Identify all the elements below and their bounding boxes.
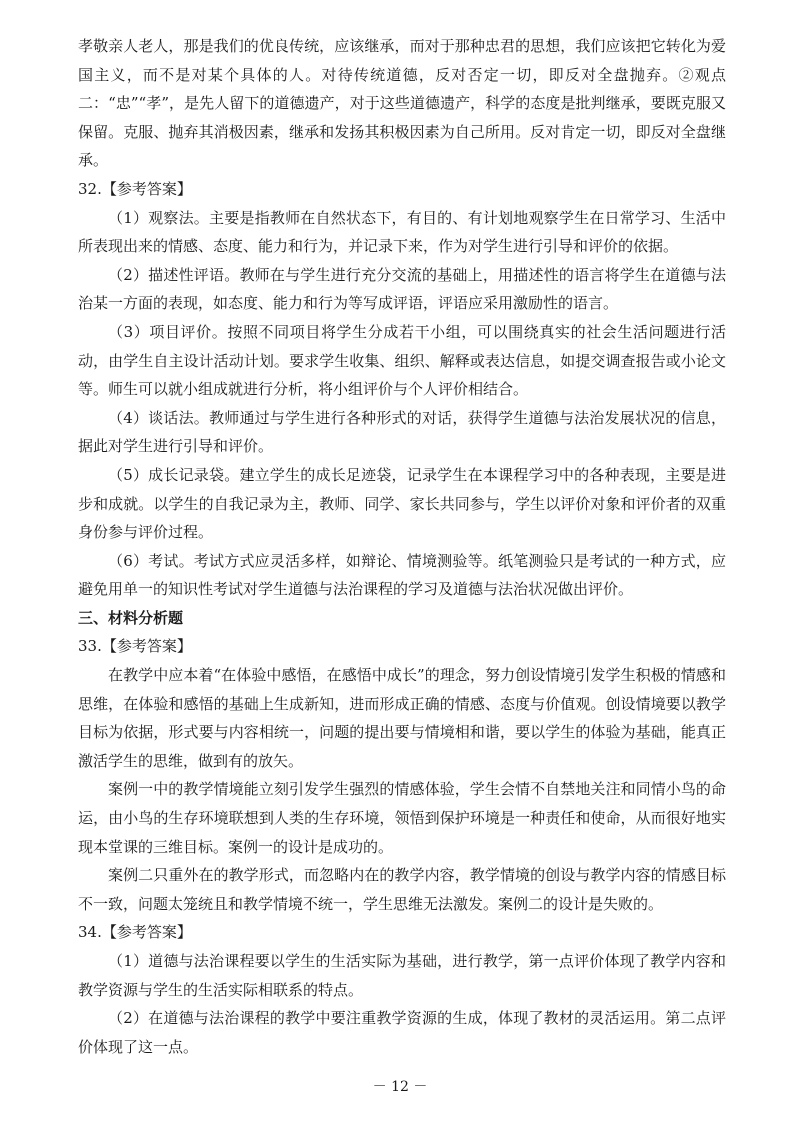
paragraph-case-two: 案例二只重外在的教学形式，而忽略内在的教学内容，教学情境的创设与教学内容的情感目标不一致，问题太笼统且和教学情境不统一，学生思维无法激发。案例二的设计是失败的。	[78, 866, 726, 913]
answer-label-32: 32.【参考答案】	[78, 179, 192, 198]
paragraph-case-one: 案例一中的教学情境能立刻引发学生强烈的情感体验，学生会情不自禁地关注和同情小鸟的命运，由小鸟的生存环境联想到人类的生存环境，领悟到保护环境是一种责任和使命，从而很好地实现本堂课的三维目标。案例一的设计是成功的。	[78, 780, 726, 856]
paragraph-teaching-principle: 在教学中应本着“在体验中感悟，在感悟中成长”的理念，努力创设情境引发学生积极的情感和思维，在体验和感悟的基础上生成新知，进而形成正确的情感、态度与价值观。创设情境要以教学目标为依据，形式要与内容相统一，问题的提出要与情境相和谐，要以学生的体验为基础，能真正激活学生的思维，做到有的放矢。	[78, 666, 726, 770]
paragraph-project-evaluation: （3）项目评价。按照不同项目将学生分成若干小组，可以围绕真实的社会生活问题进行活动，由学生自主设计活动计划。要求学生收集、组织、解释或表达信息，如提交调查报告或小论文等。师生可以就小组成就进行分析，将小组评价与个人评价相结合。	[78, 322, 726, 399]
paragraph-point-two: （2）在道德与法治课程的教学中要注重教学资源的生成，体现了教材的灵活运用。第二点评价体现了这一点。	[78, 1009, 726, 1056]
paragraph-growth-portfolio: （5）成长记录袋。建立学生的成长足迹袋，记录学生在本课程学习中的各种表现，主要是进步和成就。以学生的自我记录为主，教师、同学、家长共同参与，学生以评价对象和评价者的双重身份参与评价过程。	[78, 465, 726, 542]
paragraph-point-one: （1）道德与法治课程要以学生的生活实际为基础，进行教学，第一点评价体现了教学内容和教学资源与学生的生活实际相联系的特点。	[78, 952, 726, 999]
page-number: － 12 －	[372, 1079, 428, 1095]
paragraph-observation-method: （1）观察法。主要是指教师在自然状态下，有目的、有计划地观察学生在日常学习、生活中所表现出来的情感、态度、能力和行为，并记录下来，作为对学生进行引导和评价的依据。	[78, 208, 726, 256]
paragraph-continued: 孝敬亲人老人，那是我们的优良传统，应该继承，而对于那种忠君的思想，我们应该把它转化为爱国主义，而不是对某个具体的人。对待传统道德，反对否定一切，即反对全盘抛弃。②观点二：“忠”“孝”，是先人留下的道德遗产，对于这些道德遗产，科学的态度是批判继承，要既克服又保留。克服、抛弃其消极因素，继承和发扬其积极因素为自己所用。反对肯定一切，即反对全盘继承。	[78, 37, 726, 170]
answer-label-34: 34.【参考答案】	[78, 923, 192, 942]
answer-label-33: 33.【参考答案】	[78, 637, 192, 656]
page-body	[78, 32, 726, 1061]
paragraph-examination: （6）考试。考试方式应灵活多样，如辩论、情境测验等。纸笔测验只是考试的一种方式，应避免用单一的知识性考试对学生道德与法治课程的学习及道德与法治状况做出评价。	[78, 551, 726, 599]
paragraph-interview-method: （4）谈话法。教师通过与学生进行各种形式的对话，获得学生道德与法治发展状况的信息，据此对学生进行引导和评价。	[78, 408, 726, 456]
section-heading-material-analysis: 三、材料分析题	[78, 608, 184, 627]
paragraph-descriptive-comments: （2）描述性评语。教师在与学生进行充分交流的基础上，用描述性的语言将学生在道德与法治某一方面的表现，如态度、能力和行为等写成评语，评语应采用激励性的语言。	[78, 265, 726, 313]
